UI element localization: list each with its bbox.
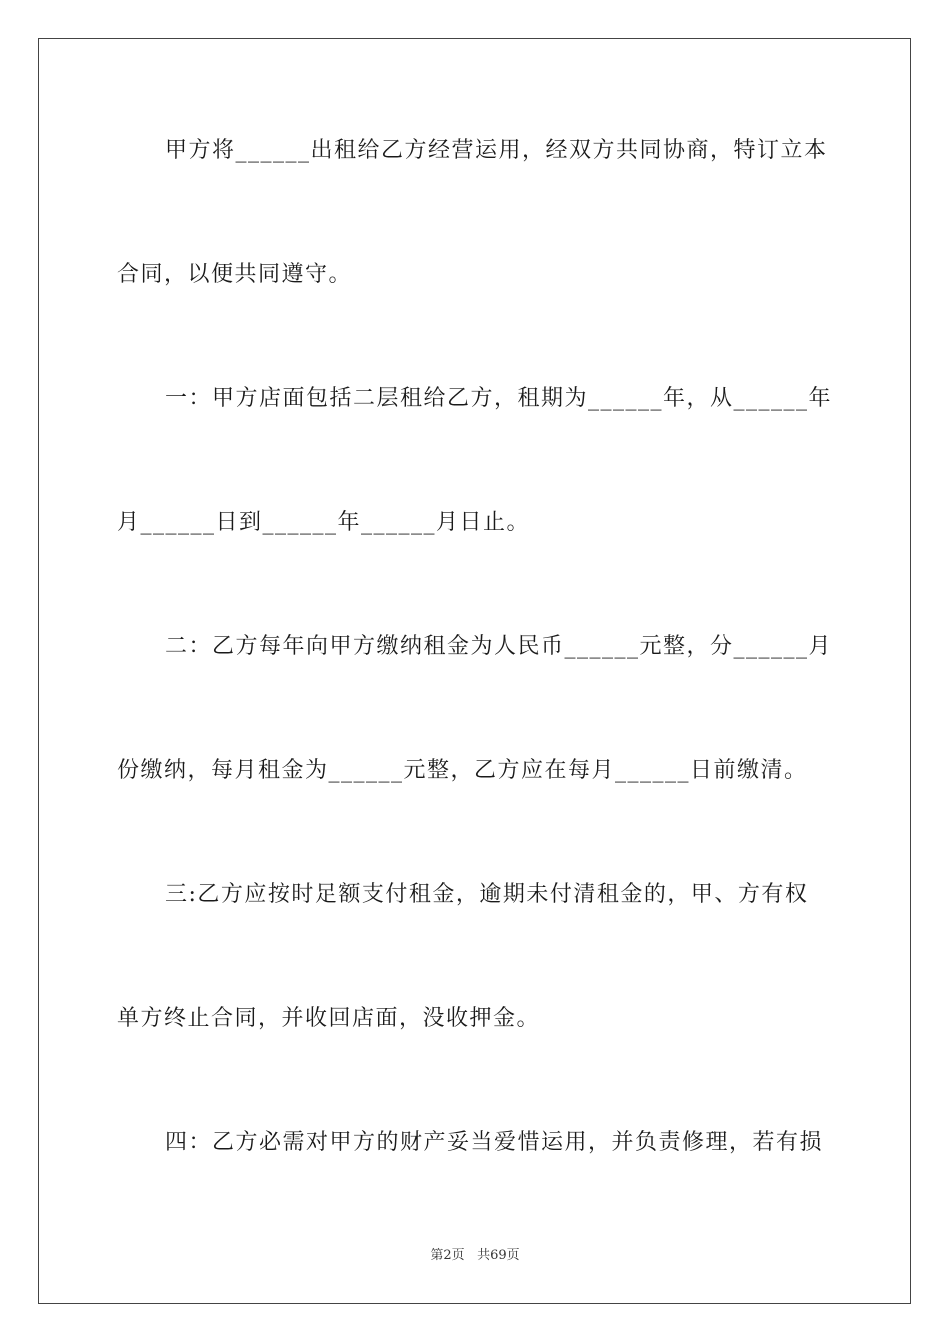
clause-1-line-2: 月______日到______年______月日止。 (117, 510, 531, 535)
clause-2-line-1: 二：乙方每年向甲方缴纳租金为人民币______元整，分______月 (165, 634, 833, 659)
clause-3-line-1: 三:乙方应按时足额支付租金，逾期未付清租金的，甲、方有权 (165, 882, 809, 907)
clause-1-line-1: 一：甲方店面包括二层租给乙方，租期为______年，从______年 (165, 386, 833, 411)
clause-4-line-1: 四：乙方必需对甲方的财产妥当爱惜运用，并负责修理，若有损 (165, 1130, 824, 1155)
page-footer (0, 1246, 950, 1266)
clause-3-line-2: 单方终止合同，并收回店面，没收押金。 (117, 1006, 541, 1031)
page-number: 第2页 (430, 1248, 465, 1263)
page-border (38, 38, 911, 1304)
clause-2-line-2: 份缴纳，每月租金为______元整，乙方应在每月______日前缴清。 (117, 758, 808, 783)
page-total: 共69页 (477, 1248, 520, 1263)
paragraph-intro-line-1: 甲方将______出租给乙方经营运用，经双方共同协商，特订立本 (165, 138, 828, 163)
paragraph-intro-line-2: 合同，以便共同遵守。 (117, 262, 353, 287)
